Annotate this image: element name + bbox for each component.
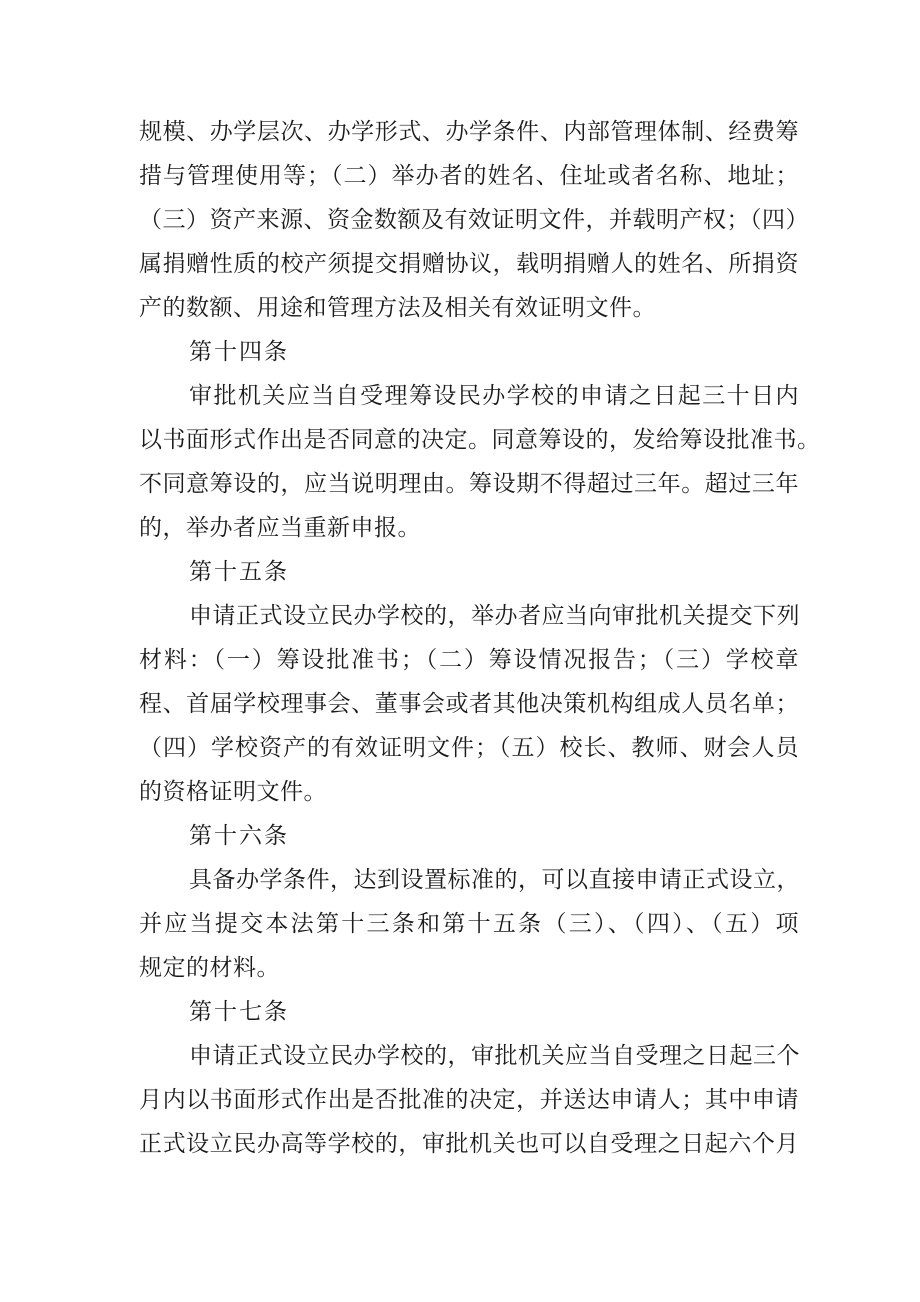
- paragraph-line: 以书面形式作出是否同意的决定。同意筹设的，发给筹设批准书。: [139, 427, 821, 453]
- paragraph-line: 审批机关应当自受理筹设民办学校的申请之日起三十日内: [189, 383, 799, 409]
- paragraph-line: 并应当提交本法第十三条和第十五条（三）、（四）、（五）项: [139, 911, 799, 937]
- paragraph-line: （四）学校资产的有效证明文件；（五）校长、教师、财会人员: [139, 735, 799, 761]
- paragraph-line: 具备办学条件，达到设置标准的，可以直接申请正式设立，: [189, 867, 800, 893]
- paragraph-line: 的，举办者应当重新申报。: [139, 515, 421, 541]
- paragraph-line: 属捐赠性质的校产须提交捐赠协议，载明捐赠人的姓名、所捐资: [139, 251, 799, 277]
- paragraph-line: 规模、办学层次、办学形式、办学条件、内部管理体制、经费筹: [139, 119, 799, 145]
- paragraph-line: 的资格证明文件。: [139, 779, 327, 805]
- paragraph-line: 不同意筹设的，应当说明理由。筹设期不得超过三年。超过三年: [139, 471, 799, 497]
- paragraph-line: 规定的材料。: [139, 955, 280, 981]
- paragraph-line: 正式设立民办高等学校的，审批机关也可以自受理之日起六个月: [139, 1131, 799, 1157]
- paragraph-line: 申请正式设立民办学校的，审批机关应当自受理之日起三个: [189, 1043, 800, 1069]
- article-heading: 第十四条: [189, 339, 289, 365]
- paragraph-line: （三）资产来源、资金数额及有效证明文件，并载明产权；（四）: [139, 207, 809, 233]
- paragraph-line: 产的数额、用途和管理方法及相关有效证明文件。: [139, 295, 656, 321]
- paragraph-line: 程、首届学校理事会、董事会或者其他决策机构组成人员名单；: [139, 691, 799, 717]
- paragraph-line: 措与管理使用等；（二）举办者的姓名、住址或者名称、地址；: [139, 163, 799, 189]
- article-heading: 第十七条: [189, 999, 289, 1025]
- article-heading: 第十五条: [189, 559, 289, 585]
- paragraph-line: 材料：（一）筹设批准书；（二）筹设情况报告；（三）学校章: [139, 647, 799, 673]
- paragraph-line: 月内以书面形式作出是否批准的决定，并送达申请人；其中申请: [139, 1087, 799, 1113]
- paragraph-line: 申请正式设立民办学校的，举办者应当向审批机关提交下列: [189, 603, 800, 629]
- article-heading: 第十六条: [189, 823, 289, 849]
